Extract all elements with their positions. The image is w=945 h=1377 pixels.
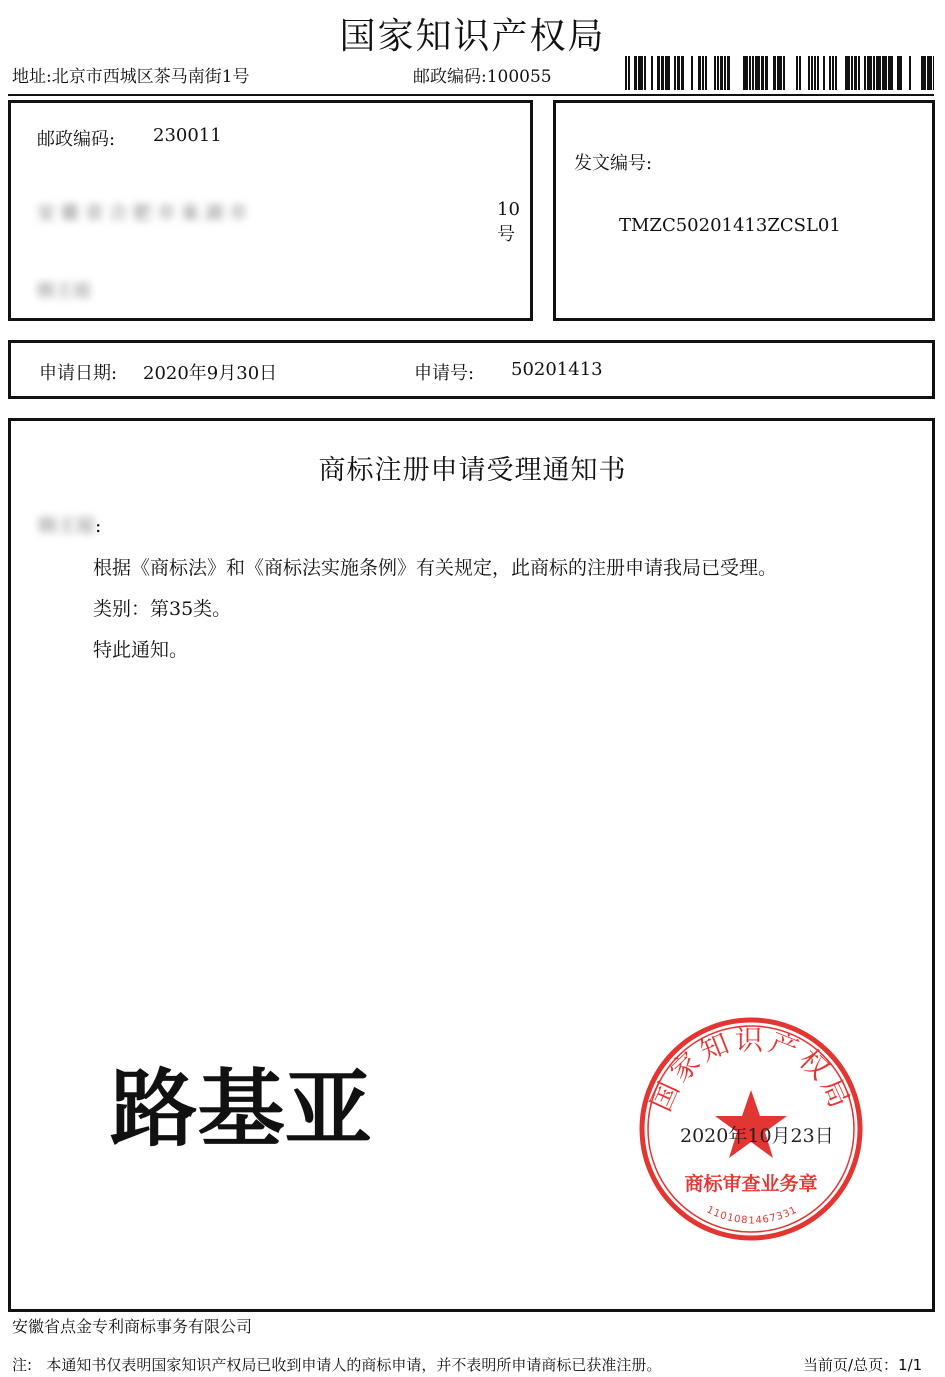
- recipient-address-suffix: 10号: [497, 199, 520, 245]
- notice-title: 商标注册申请受理通知书: [318, 455, 627, 486]
- application-number: 50201413: [511, 359, 603, 380]
- svg-text:1101081467331: 1101081467331: [704, 1204, 800, 1227]
- notice-line-3: 特此通知。: [93, 639, 189, 661]
- recipient-box: [8, 100, 533, 321]
- application-date: 2020年9月30日: [143, 363, 278, 384]
- notice-line-1: 根据《商标法》和《商标法实施条例》有关规定，此商标的注册申请我局已受理。: [93, 557, 778, 579]
- document-number: TMZC50201413ZCSL01: [619, 215, 841, 236]
- footer-note: 注: 本通知书仅表明国家知识产权局已收到申请人的商标申请，并不表明所申请商标已获准注册。: [12, 1356, 662, 1374]
- recipient-name-redacted: 韩王琼: [37, 281, 91, 302]
- agency-name: 安徽省点金专利商标事务有限公司: [12, 1317, 253, 1336]
- notice-line-2: 类别：第35类。: [93, 598, 232, 620]
- notice-salutation: [38, 511, 101, 538]
- office-postal-code: 邮政编码:100055: [413, 67, 552, 87]
- page-indicator: 当前页/总页：1/1: [803, 1356, 923, 1374]
- barcode-image: [622, 56, 934, 90]
- application-info-box: [8, 340, 935, 399]
- recipient-postal-code: 230011: [153, 125, 222, 146]
- seal-date: 2020年10月23日: [680, 1125, 834, 1147]
- svg-text:国家知识产权局: 国家知识产权局: [644, 1023, 858, 1117]
- document-number-label: 发文编号:: [574, 153, 653, 174]
- svg-text:商标审查业务章: 商标审查业务章: [684, 1173, 818, 1195]
- office-title: 国家知识产权局: [339, 16, 606, 57]
- document-number-box: [553, 100, 935, 321]
- salutation-name-redacted: 韩王琼: [38, 515, 96, 537]
- recipient-address-redacted: 安徽省合肥市巢湖市: [37, 203, 253, 224]
- svg-text:路基亚: 路基亚: [110, 1062, 372, 1148]
- office-address: 地址:北京市西城区茶马南街1号: [12, 67, 250, 87]
- application-number-label: 申请号:: [414, 363, 475, 384]
- trademark-specimen-image: [110, 1062, 375, 1148]
- recipient-postal-label: 邮政编码:: [37, 129, 116, 150]
- application-date-label: 申请日期:: [39, 363, 118, 384]
- salutation-colon: :: [95, 515, 102, 537]
- header-divider: [8, 94, 934, 96]
